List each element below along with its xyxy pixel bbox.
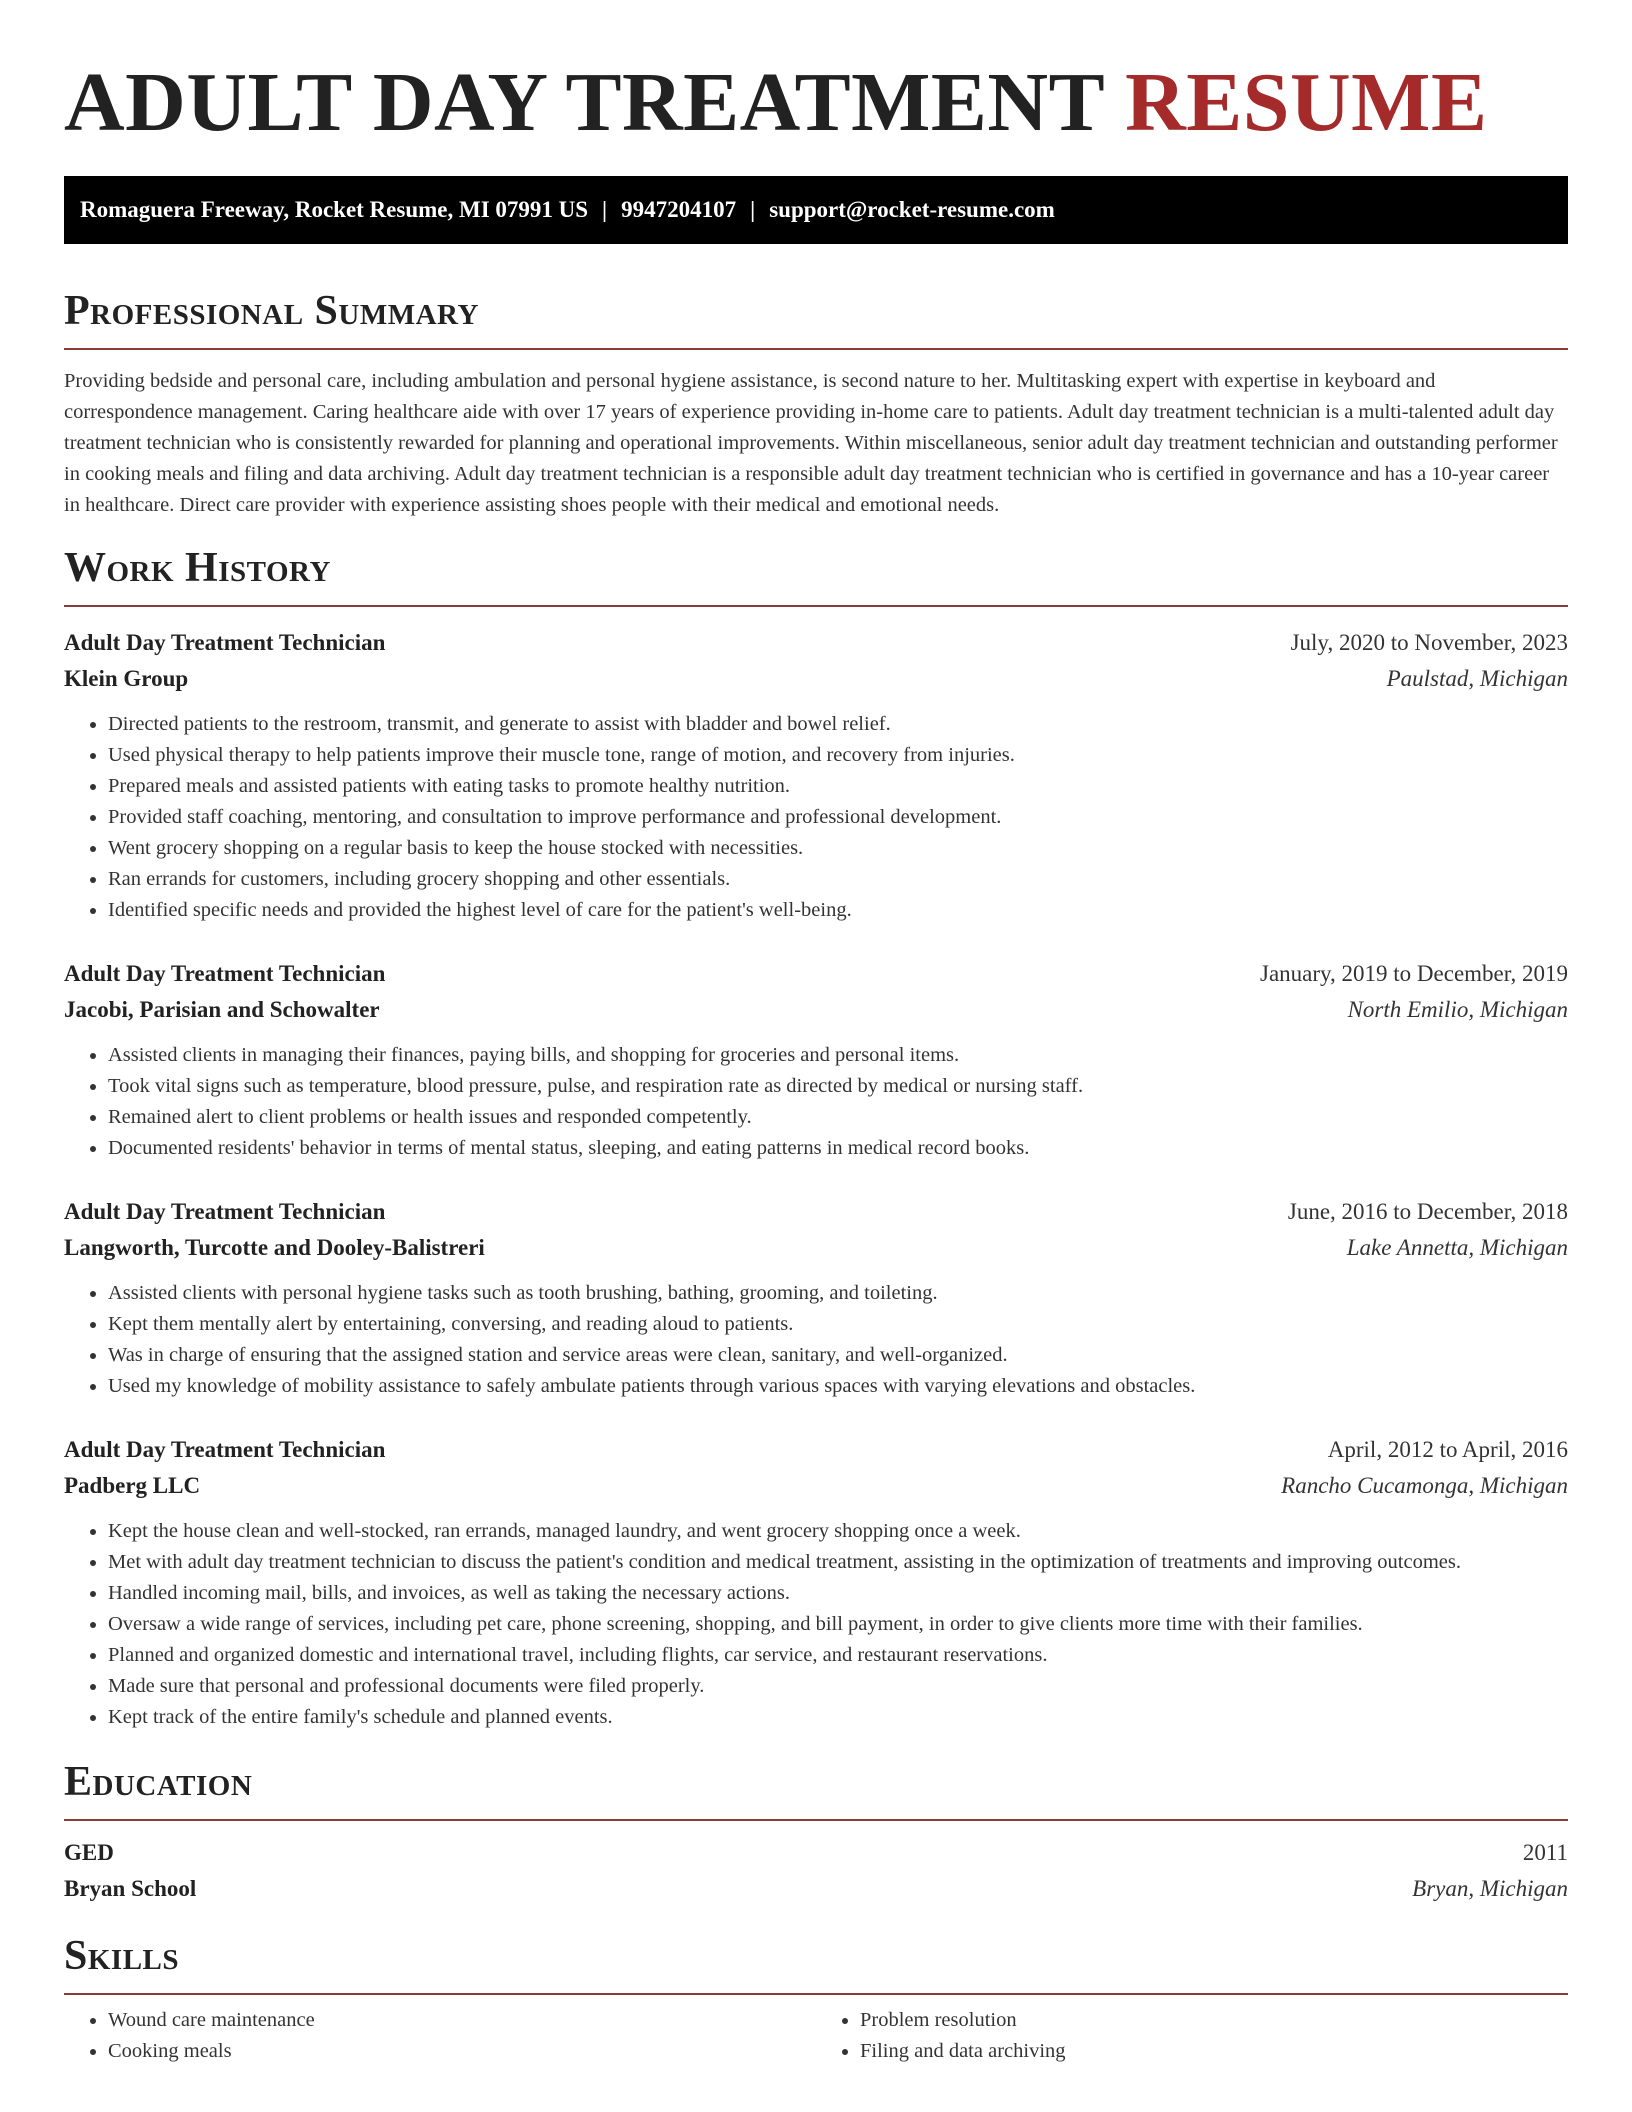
title-main: ADULT DAY TREATMENT (64, 56, 1104, 149)
job-bullet: • Kept the house clean and well-stocked, ran errands, managed laundry, and went grocery shopping once a week. (108, 1516, 1568, 1547)
job-bullet: • Handled incoming mail, bills, and invoices, as well as taking the necessary actions. (108, 1578, 1568, 1609)
job-location: Lake Annetta, Michigan (1346, 1235, 1568, 1260)
summary-text: Providing bedside and personal care, including ambulation and personal hygiene assistance, is second nature to her. Multitasking expert with expertise in keyboard and correspondence management. Caring healthcare aide with over 17 years of experience providing in-home care to patients. Adult day treatment technician is a multi-talented adult day treatment technician who is consistently rewarded for planning and operational improvements. Within miscellaneous, senior adult day treatment technician and outstanding performer in cooking meals and filing and data archiving. Adult day treatment technician is a responsible adult day treatment technician who is certified in governance and has a 10-year career in healthcare. Direct care provider with experience assisting shoes people with their medical and emotional needs. (64, 370, 1558, 516)
job-bullet: • Assisted clients in managing their finances, paying bills, and shopping for groceries and personal items. (108, 1040, 1568, 1071)
job-bullet: • Used physical therapy to help patients improve their muscle tone, range of motion, and recovery from injuries. (108, 740, 1568, 771)
education-degree: GED (64, 1840, 114, 1865)
section-title-summary: Professional Summary (64, 286, 1568, 350)
job-bullet: • Made sure that personal and professional documents were filed properly. (108, 1671, 1568, 1702)
job-bullets (64, 1040, 1568, 1164)
job-company-row (64, 992, 1568, 1028)
education-location: Bryan, Michigan (1412, 1876, 1568, 1901)
section-title-skills: Skills (64, 1931, 1568, 1995)
job-header-row (64, 1194, 1568, 1230)
job-bullet: • Kept them mentally alert by entertaining, conversing, and reading aloud to patients. (108, 1309, 1568, 1340)
job-location: Rancho Cucamonga, Michigan (1281, 1473, 1568, 1498)
job-dates: June, 2016 to December, 2018 (1287, 1199, 1568, 1224)
education-school: Bryan School (64, 1876, 197, 1901)
resume-title (64, 58, 1568, 148)
job-header-row (64, 625, 1568, 661)
job-bullet: • Identified specific needs and provided the highest level of care for the patient's well-being. (108, 895, 1568, 926)
section-title-work: Work History (64, 543, 1568, 607)
education-row (64, 1835, 1568, 1871)
job-bullet: • Used my knowledge of mobility assistance to safely ambulate patients through various spaces with varying elevations and obstacles. (108, 1371, 1568, 1402)
contact-email[interactable]: support@rocket-resume.com (769, 197, 1055, 222)
job-entry (64, 1194, 1568, 1402)
job-entry (64, 625, 1568, 926)
skill-item: • Problem resolution (860, 2005, 1568, 2036)
contact-bar (64, 176, 1568, 244)
job-company-row (64, 1230, 1568, 1266)
skill-item: • Wound care maintenance (108, 2005, 816, 2036)
contact-separator: | (602, 197, 608, 222)
title-accent: RESUME (1125, 56, 1488, 149)
job-bullet: • Kept track of the entire family's schedule and planned events. (108, 1702, 1568, 1733)
section-title-education: Education (64, 1757, 1568, 1821)
job-bullet: • Took vital signs such as temperature, blood pressure, pulse, and respiration rate as directed by medical or nursing staff. (108, 1071, 1568, 1102)
job-bullet: • Provided staff coaching, mentoring, and consultation to improve performance and professional development. (108, 802, 1568, 833)
job-company: Jacobi, Parisian and Schowalter (64, 997, 380, 1022)
job-title: Adult Day Treatment Technician (64, 1199, 386, 1224)
job-dates: January, 2019 to December, 2019 (1260, 961, 1568, 986)
job-bullet: • Went grocery shopping on a regular basis to keep the house stocked with necessities. (108, 833, 1568, 864)
skills-list-right (816, 2005, 1568, 2067)
job-title: Adult Day Treatment Technician (64, 630, 386, 655)
job-entry (64, 1432, 1568, 1733)
job-bullet: • Was in charge of ensuring that the assigned station and service areas were clean, sanitary, and well-organized. (108, 1340, 1568, 1371)
job-dates: April, 2012 to April, 2016 (1327, 1437, 1568, 1462)
job-bullet: • Ran errands for customers, including grocery shopping and other essentials. (108, 864, 1568, 895)
job-bullet: • Documented residents' behavior in terms of mental status, sleeping, and eating patterns in medical record books. (108, 1133, 1568, 1164)
education-entry (64, 1835, 1568, 1907)
job-bullet: • Oversaw a wide range of services, including pet care, phone screening, shopping, and bill payment, in order to give clients more time with their families. (108, 1609, 1568, 1640)
job-bullets (64, 1278, 1568, 1402)
job-title: Adult Day Treatment Technician (64, 961, 386, 986)
contact-phone[interactable]: 9947204107 (621, 197, 737, 222)
job-title: Adult Day Treatment Technician (64, 1437, 386, 1462)
job-company: Langworth, Turcotte and Dooley-Balistreri (64, 1235, 485, 1260)
job-location: Paulstad, Michigan (1386, 666, 1568, 691)
job-company: Klein Group (64, 666, 189, 691)
job-company-row (64, 1468, 1568, 1504)
skills-list-left (64, 2005, 816, 2067)
job-header-row (64, 1432, 1568, 1468)
resume-page (64, 0, 1568, 2067)
job-entry (64, 956, 1568, 1164)
job-bullet: • Prepared meals and assisted patients with eating tasks to promote healthy nutrition. (108, 771, 1568, 802)
job-location: North Emilio, Michigan (1347, 997, 1568, 1022)
contact-separator: | (750, 197, 756, 222)
job-header-row (64, 956, 1568, 992)
skill-item: • Cooking meals (108, 2036, 816, 2067)
job-dates: July, 2020 to November, 2023 (1290, 630, 1568, 655)
skill-item: • Filing and data archiving (860, 2036, 1568, 2067)
education-school-row (64, 1871, 1568, 1907)
job-bullet: • Assisted clients with personal hygiene tasks such as tooth brushing, bathing, grooming, and toileting. (108, 1278, 1568, 1309)
job-company-row (64, 661, 1568, 697)
skills-grid (64, 2005, 1568, 2067)
job-bullet: • Met with adult day treatment technician to discuss the patient's condition and medical treatment, assisting in the optimization of treatments and improving outcomes. (108, 1547, 1568, 1578)
education-year: 2011 (1522, 1840, 1568, 1865)
job-company: Padberg LLC (64, 1473, 201, 1498)
job-bullet: • Remained alert to client problems or health issues and responded competently. (108, 1102, 1568, 1133)
contact-address: Romaguera Freeway, Rocket Resume, MI 07991 US (80, 197, 589, 222)
job-bullets (64, 1516, 1568, 1733)
job-bullets (64, 709, 1568, 926)
job-bullet: • Directed patients to the restroom, transmit, and generate to assist with bladder and bowel relief. (108, 709, 1568, 740)
job-bullet: • Planned and organized domestic and international travel, including flights, car service, and restaurant reservations. (108, 1640, 1568, 1671)
